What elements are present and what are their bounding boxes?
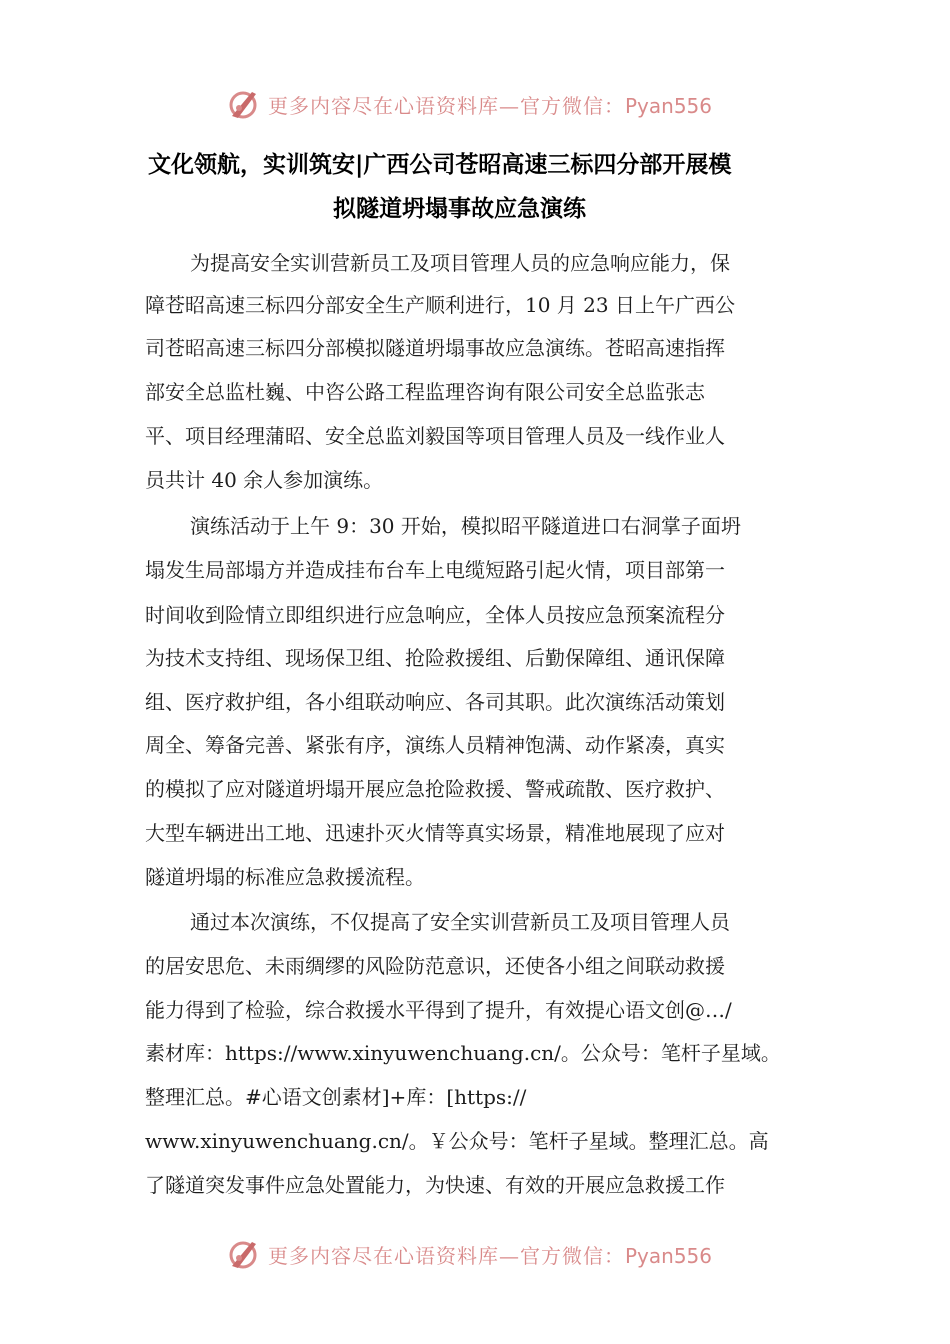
body-line: 障苍昭高速三标四分部安全生产顺利进行，10 月 23 日上午广西公 [145,293,735,317]
watermark-text: 更多内容尽在心语资料库—官方微信：Pyan556 [268,93,713,118]
article-title-line-2: 拟隧道坍塌事故应急演练 [333,196,586,222]
body-line: 整理汇总。#心语文创素材]+库：[https:// [145,1085,527,1109]
body-line: 能力得到了检验，综合救援水平得到了提升，有效提心语文创@…/ [145,998,732,1022]
body-line: 司苍昭高速三标四分部模拟隧道坍塌事故应急演练。苍昭高速指挥 [145,336,725,360]
body-line: 了隧道突发事件应急处置能力，为快速、有效的开展应急救援工作 [145,1173,725,1197]
brush-logo-icon [226,1236,262,1272]
body-line: www.xinyuwenchuang.cn/。￥公众号：笔杆子星域。整理汇总。高 [145,1129,769,1153]
article-title-line-1: 文化领航，实训筑安|广西公司苍昭高速三标四分部开展模 [148,152,732,178]
body-line: 通过本次演练，不仅提高了安全实训营新员工及项目管理人员 [190,910,730,934]
body-line: 演练活动于上午 9：30 开始，模拟昭平隧道进口右洞掌子面坍 [190,514,741,538]
body-line: 组、医疗救护组，各小组联动响应、各司其职。此次演练活动策划 [145,690,725,714]
brush-logo-icon [226,86,262,122]
body-line: 大型车辆进出工地、迅速扑灭火情等真实场景，精准地展现了应对 [145,821,725,845]
body-line: 的居安思危、未雨绸缪的风险防范意识，还使各小组之间联动救援 [145,954,725,978]
watermark-top [226,86,712,122]
watermark-bottom [226,1236,712,1272]
body-line: 部安全总监杜巍、中咨公路工程监理咨询有限公司安全总监张志 [145,380,705,404]
body-line: 的模拟了应对隧道坍塌开展应急抢险救援、警戒疏散、医疗救护、 [145,777,725,801]
body-line: 时间收到险情立即组织进行应急响应，全体人员按应急预案流程分 [145,603,725,627]
body-line: 隧道坍塌的标准应急救援流程。 [145,865,425,889]
watermark-text: 更多内容尽在心语资料库—官方微信：Pyan556 [268,1243,713,1268]
body-line: 为技术支持组、现场保卫组、抢险救援组、后勤保障组、通讯保障 [145,646,725,670]
body-line: 员共计 40 余人参加演练。 [145,468,384,492]
body-line: 周全、筹备完善、紧张有序，演练人员精神饱满、动作紧凑，真实 [145,733,725,757]
body-line: 素材库：https://www.xinyuwenchuang.cn/。公众号：笔杆子星域。 [145,1041,781,1065]
body-line: 塌发生局部塌方并造成挂布台车上电缆短路引起火情，项目部第一 [145,558,725,582]
body-line: 平、项目经理蒲昭、安全总监刘毅国等项目管理人员及一线作业人 [145,424,725,448]
body-line: 为提高安全实训营新员工及项目管理人员的应急响应能力，保 [190,251,730,275]
